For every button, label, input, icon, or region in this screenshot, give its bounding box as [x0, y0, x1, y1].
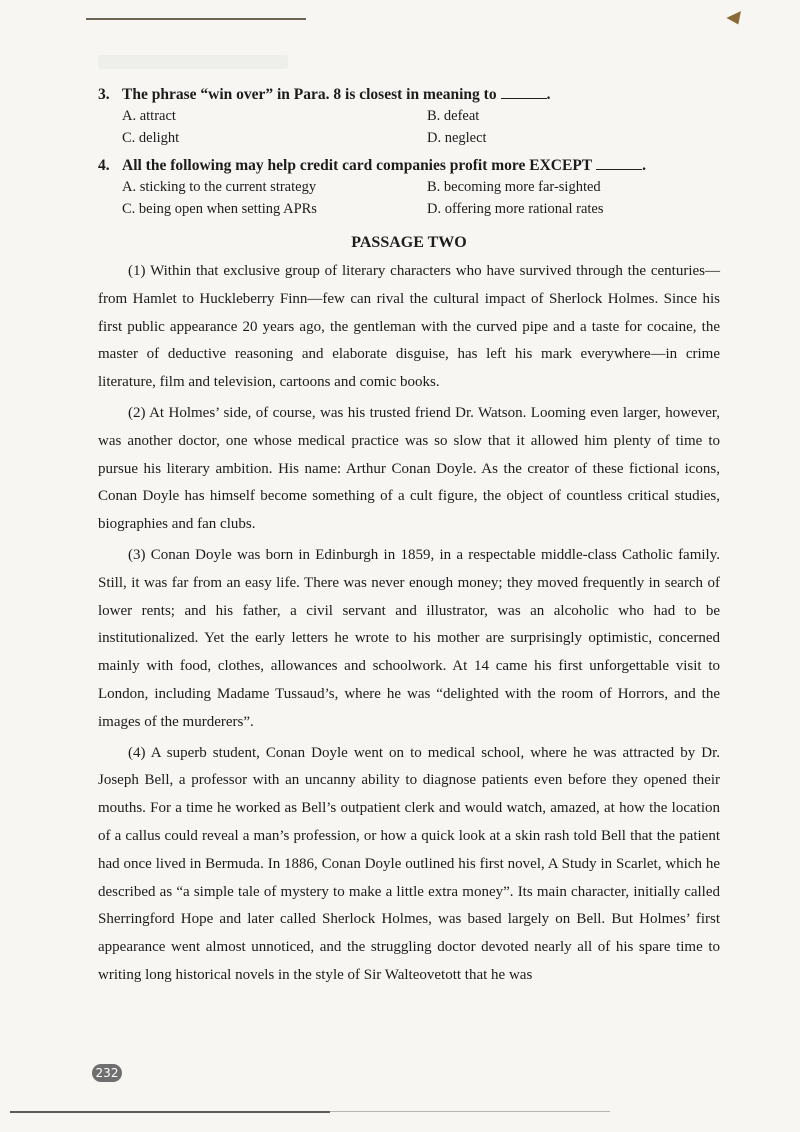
option-d: D. offering more rational rates — [427, 201, 604, 217]
question-3: 3. The phrase “win over” in Para. 8 is closest in meaning to . A. attract B. defeat C. delight D. neglect — [98, 86, 720, 147]
document-page — [98, 86, 720, 993]
question-stem: All the following may help credit card companies profit more EXCEPT — [122, 157, 593, 174]
question-number: 3. — [98, 86, 110, 103]
option-b: B. becoming more far-sighted — [427, 179, 601, 195]
paragraph-4: (4) A superb student, Conan Doyle went on to medical school, where he was attracted by Dr. Joseph Bell, a professor with an uncanny ability to diagnose patients even before they opened their mouths. For a time he worked as Bell’s outpatient clerk and would watch, amazed, at how the location of a callus could reveal a man’s profession, or how a quick look at a skin rash told Bell that the patient had once lived in Bermuda. In 1886, Conan Doyle outlined his first novel, A Study in Scarlet, which he described as “a simple tale of mystery to make a little extra money”. Its main character, initially called Sherringford Hope and later called Sherlock Holmes, was based largely on Bell. But Holmes’ first appearance went almost unnoticed, and the struggling doctor devoted nearly all of his spare time to writing long historical novels in the style of Sir Walteovetott that he was — [98, 744, 720, 983]
paragraph-1: (1) Within that exclusive group of literary characters who have survived through the centuries—from Hamlet to Huckleberry Finn—few can rival the cultural impact of Sherlock Holmes. Since his first public appearance 20 years ago, the gentleman with the curved pipe and a taste for cocaine, the master of deductive reasoning and elaborate disguise, has left his mark everywhere—in crime literature, film and television, cartoons and comic books. — [98, 263, 720, 391]
answer-blank — [501, 98, 547, 99]
top-rule — [86, 18, 306, 20]
page-number: 232 — [92, 1064, 122, 1082]
option-c: C. being open when setting APRs — [122, 201, 317, 217]
option-a: A. sticking to the current strategy — [122, 179, 317, 195]
bottom-rule — [10, 1111, 330, 1113]
bleed-through-banner — [98, 55, 288, 69]
options-list — [98, 179, 720, 218]
bottom-rule-faint — [330, 1111, 610, 1112]
options-list — [98, 108, 720, 147]
option-a: A. attract — [122, 108, 176, 124]
corner-mark — [726, 11, 745, 28]
option-d: D. neglect — [427, 130, 487, 146]
question-4: 4. All the following may help credit card companies profit more EXCEPT . A. sticking to the current strategy B. becoming more far-sighted C. being open when setting APRs D. offering more rational rates — [98, 157, 720, 218]
option-c: C. delight — [122, 130, 180, 146]
option-b: B. defeat — [427, 108, 480, 124]
paragraph-3: (3) Conan Doyle was born in Edinburgh in 1859, in a respectable middle-class Catholic family. Still, it was far from an easy life. There was never enough money; they moved frequently in search of lower rents; and his father, a civil servant and illustrator, was an alcoholic who had to be institutionalized. Yet the early letters he wrote to his mother are surprisingly optimistic, concerned mainly with food, clothes, allowances and schoolwork. At 14 came his first unforgettable visit to London, including Madame Tussaud’s, where he was “delighted with the room of Horrors, and the images of the murderers”. — [98, 546, 720, 730]
passage-title: PASSAGE TWO — [351, 234, 467, 251]
paragraph-2: (2) At Holmes’ side, of course, was his trusted friend Dr. Watson. Looming even larger, however, was another doctor, one whose medical practice was so slow that it allowed him plenty of time to pursue his literary ambition. His name: Arthur Conan Doyle. As the creator of these fictional icons, Conan Doyle has himself become something of a cult figure, the object of countless critical studies, biographies and fan clubs. — [98, 404, 720, 533]
answer-blank — [596, 169, 642, 170]
question-stem: The phrase “win over” in Para. 8 is closest in meaning to — [122, 86, 497, 103]
question-number: 4. — [98, 157, 110, 174]
